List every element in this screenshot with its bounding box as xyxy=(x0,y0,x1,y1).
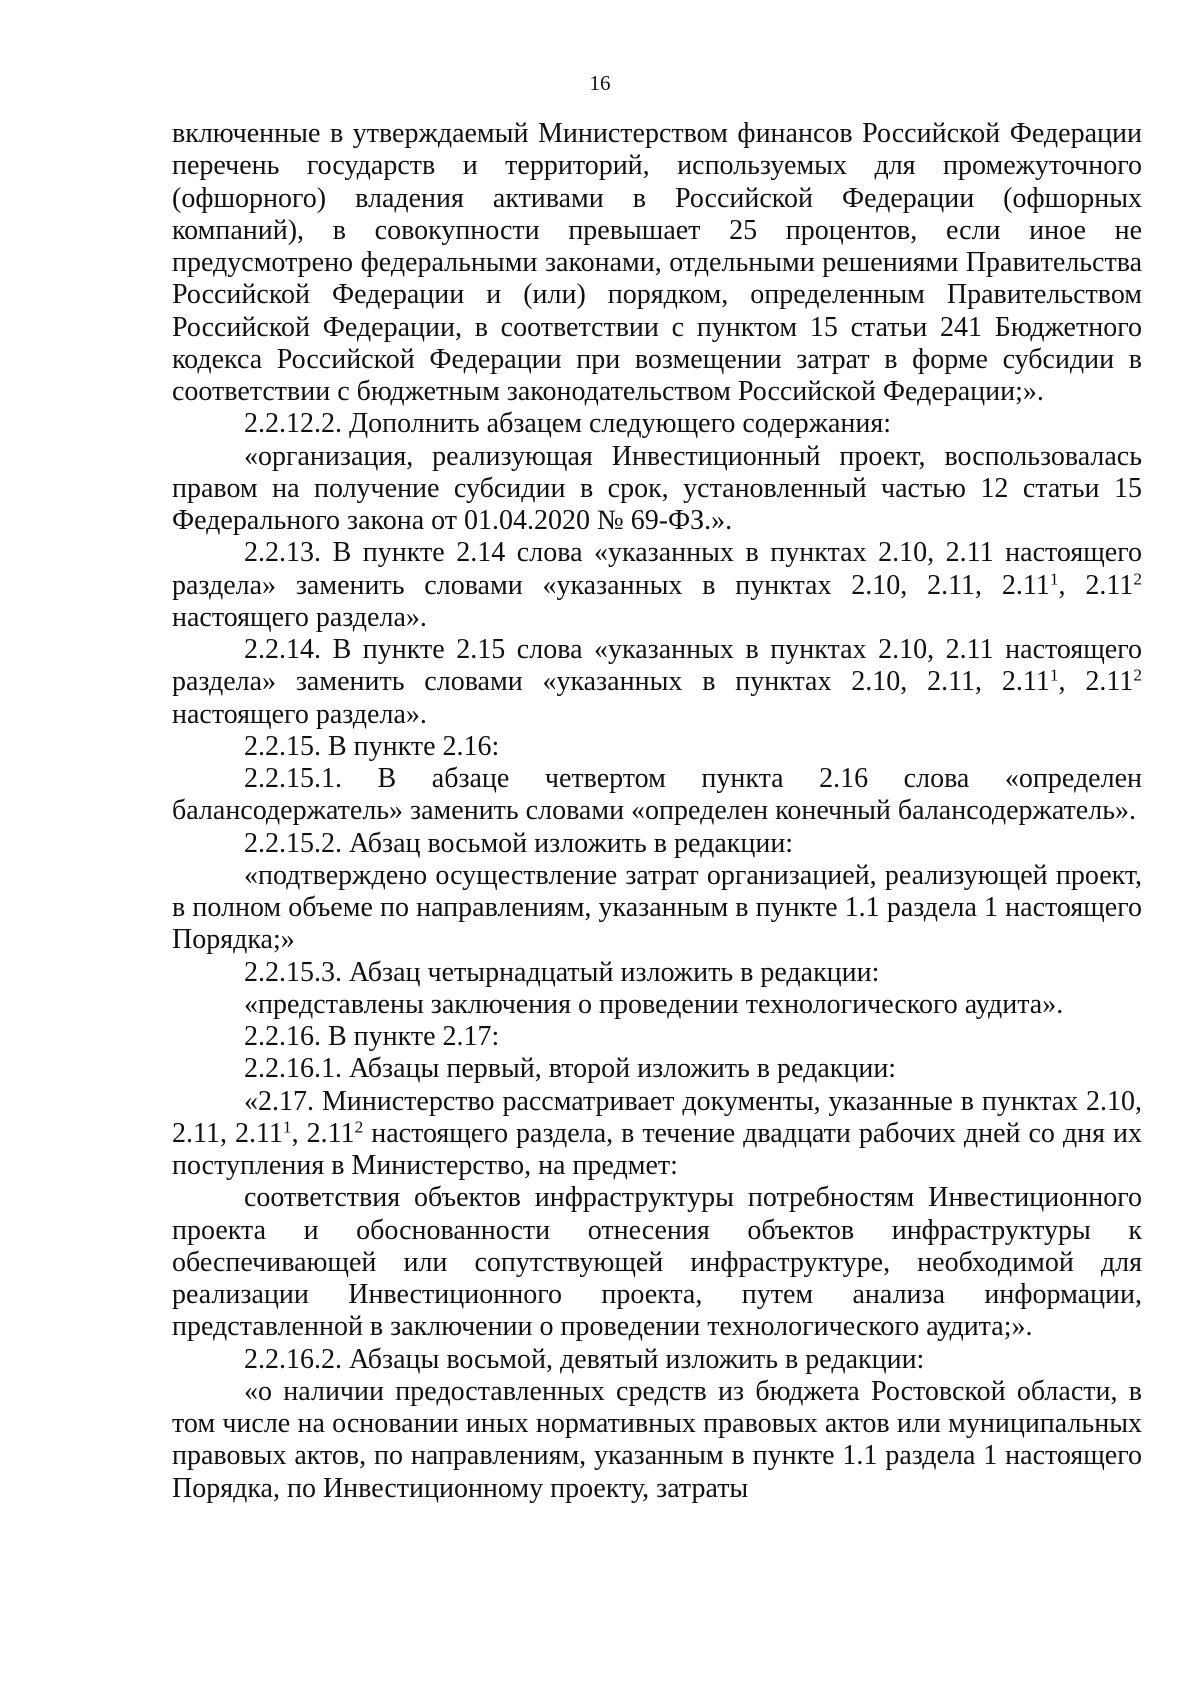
paragraph xyxy=(172,408,1142,440)
text-run: 2.2.13. В пункте 2.14 слова «указанных в пунктах 2.10, 2.11 настоящего раздела» заменить словами «указанных в пунктах 2.10, 2.11, 2.11 xyxy=(172,537,1142,601)
paragraph xyxy=(172,860,1142,957)
text-run: 2.2.16.2. Абзацы восьмой, девятый изложить в редакции: xyxy=(244,1343,925,1375)
superscript: 1 xyxy=(282,1117,292,1137)
paragraph xyxy=(172,441,1142,538)
text-run: настоящего раздела». xyxy=(172,601,427,633)
superscript: 2 xyxy=(354,1117,364,1137)
superscript: 1 xyxy=(1049,665,1059,685)
text-run: 2.2.16. В пункте 2.17: xyxy=(244,1021,500,1052)
paragraph xyxy=(172,989,1142,1021)
text-run: 2.2.15. В пункте 2.16: xyxy=(244,730,500,762)
text-run: настоящего раздела». xyxy=(172,698,427,730)
text-run: «о наличии предоставленных средств из бюджета Ростовской области, в том числе на основании иных нормативных правовых актов или муниципальных правовых актов, по направлениям, указанным в пункте 1.1 раздела 1 настоящего Порядка, по Инвестиционному проекту, затраты xyxy=(172,1375,1142,1504)
paragraph xyxy=(172,957,1142,989)
paragraph xyxy=(172,763,1142,828)
text-run: 2.2.15.1. В абзаце четвертом пункта 2.16 слова «определен балансодержатель» заменить словами «определен конечный балансодержатель». xyxy=(172,763,1142,827)
paragraph xyxy=(172,1086,1142,1183)
text-run: настоящего раздела, в течение двадцати рабочих дней со дня их поступления в Министерство, на предмет: xyxy=(172,1117,1142,1181)
paragraph xyxy=(172,1376,1142,1505)
text-run: «представлены заключения о проведении технологического аудита». xyxy=(244,988,1064,1020)
paragraph xyxy=(172,1182,1142,1343)
paragraph xyxy=(172,537,1142,634)
superscript: 2 xyxy=(1133,568,1142,588)
page-number: 16 xyxy=(589,71,611,95)
text-run: , 2.11 xyxy=(1058,569,1134,601)
superscript: 1 xyxy=(1049,568,1059,588)
paragraph xyxy=(172,1021,1142,1053)
paragraph xyxy=(172,731,1142,763)
text-run: , 2.11 xyxy=(1058,666,1134,698)
paragraph xyxy=(172,118,1142,408)
text-run: включенные в утверждаемый Министерством финансов Российской Федерации перечень государств и территорий, используемых для промежуточного (офшорного) владения активами в Российской Федерации (офшорных компаний), в совокупности превышает 25 процентов, если иное не предусмотрено федеральными законами, отдельными решениями Правительства Российской Федерации и (или) порядком, определенным Правительством Российской Федерации, в соответствии с пунктом 15 статьи 241 Бюджетного кодекса Российской Федерации при возмещении затрат в форме субсидии в соответствии с бюджетным законодательством Российской Федерации;». xyxy=(172,118,1142,407)
paragraph xyxy=(172,828,1142,860)
text-run: 2.2.15.2. Абзац восьмой изложить в редакции: xyxy=(244,827,794,859)
text-run: соответствия объектов инфраструктуры потребностям Инвестиционного проекта и обоснованности отнесения объектов инфраструктуры к обеспечивающей или сопутствующей инфраструктуре, необходимой для реализации Инвестиционного проекта, путем анализа информации, представленной в заключении о проведении технологического аудита;». xyxy=(172,1182,1142,1343)
text-run: «подтверждено осуществление затрат организацией, реализующей проект, в полном объеме по направлениям, указанным в пункте 1.1 раздела 1 настоящего Порядка;» xyxy=(172,859,1142,956)
paragraph xyxy=(172,1053,1142,1085)
text-run: , 2.11 xyxy=(291,1117,355,1149)
text-run: «2.17. Министерство рассматривает документы, указанные в пунктах 2.10, 2.11, 2.11 xyxy=(172,1085,1142,1149)
text-run: «организация, реализующая Инвестиционный проект, воспользовалась правом на получение субсидии в срок, установленный частью 12 статьи 15 Федерального закона от 01.04.2020 № 69-ФЗ.». xyxy=(172,440,1142,536)
text-run: 2.2.15.3. Абзац четырнадцатый изложить в редакции: xyxy=(244,956,880,988)
superscript: 2 xyxy=(1133,665,1142,685)
paragraph xyxy=(172,1344,1142,1376)
text-run: 2.2.14. В пункте 2.15 слова «указанных в пунктах 2.10, 2.11 настоящего раздела» заменить словами «указанных в пунктах 2.10, 2.11, 2.11 xyxy=(172,634,1142,698)
text-run: 2.2.16.1. Абзацы первый, второй изложить в редакции: xyxy=(244,1053,897,1085)
document-body xyxy=(172,118,1142,1505)
text-run: 2.2.12.2. Дополнить абзацем следующего содержания: xyxy=(244,408,892,440)
paragraph xyxy=(172,634,1142,731)
